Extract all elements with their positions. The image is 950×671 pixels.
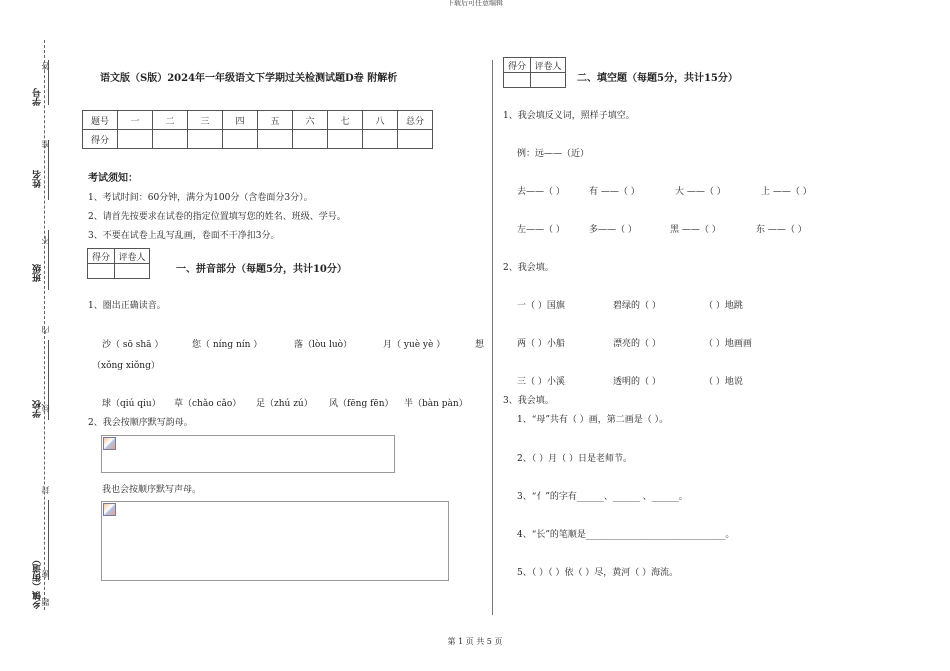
section1-title: 一、拼音部分（每题5分，共计10分） (176, 264, 347, 275)
grader-reviewer-cell (531, 73, 566, 88)
column-divider (492, 60, 493, 615)
score-table-header: 总分 (398, 111, 433, 130)
underline-township (48, 500, 49, 580)
grader-box (87, 248, 150, 279)
s1-question-2b: 我也会按顺序默写声母。 (102, 485, 202, 495)
grader-reviewer-label: 评卷人 (115, 249, 150, 264)
fill-blank: 透明的（ ） (613, 377, 661, 387)
top-note: 下载后可任意编辑 (447, 0, 503, 7)
answer-box-initials[interactable] (101, 501, 449, 581)
exam-title: 语文版（S版）2024年一年级语文下学期过关检测试题D卷 附解析 (100, 73, 398, 84)
score-cell (153, 130, 188, 149)
binding-char: 答 (41, 62, 50, 70)
pinyin-item: 您（ níng nín ） (192, 340, 263, 350)
pinyin-item: 半（bàn pàn） (404, 399, 468, 409)
fill-item: 3、“亻”的字有______、______ 、______。 (517, 492, 688, 502)
fill-item: 4、“长”的笔顺是_______________________________。 (517, 530, 735, 540)
binding-char: 密 (41, 570, 50, 578)
section2-title: 二、填空题（每题5分，共计15分） (577, 73, 738, 84)
fill-item: 1、“母”共有（ ）画，第二画是（ ）。 (517, 415, 669, 425)
pinyin-item: 月（ yuè yè ） (383, 340, 446, 350)
score-cell (293, 130, 328, 149)
label-class: 班级 (33, 264, 43, 282)
grader-reviewer-cell (115, 264, 150, 279)
label-name: 姓名 (33, 170, 43, 188)
antonym-blank: 多——（ ） (589, 225, 637, 235)
score-row-label: 得分 (83, 130, 118, 149)
antonym-blank: 黑 ——（ ） (670, 225, 721, 235)
pinyin-item: 风（fēng fēn） (329, 399, 394, 409)
s2-question-3: 3、我会填。 (503, 396, 554, 406)
fill-blank: 漂亮的（ ） (613, 339, 661, 349)
score-table-header: 四 (223, 111, 258, 130)
score-table-header: 二 (153, 111, 188, 130)
grader-score-label: 得分 (504, 58, 531, 73)
score-cell (223, 130, 258, 149)
binding-char: 内 (41, 326, 50, 334)
score-table-header: 八 (363, 111, 398, 130)
fill-blank: 两（ ）小船 (517, 339, 565, 349)
pinyin-item: 足（zhú zú） (256, 399, 313, 409)
grader-score-cell (504, 73, 531, 88)
notice-item: 2、请首先按要求在试卷的指定位置填写您的姓名、班级、学号。 (88, 212, 346, 222)
fill-blank: 碧绿的（ ） (613, 301, 661, 311)
dashed-binding-line (44, 40, 45, 610)
page-footer: 第 1 页 共 5 页 (447, 637, 503, 646)
antonym-blank: 上 ——（ ） (761, 187, 812, 197)
score-table-header: 五 (258, 111, 293, 130)
grader-score-cell (88, 264, 115, 279)
notice-item: 1、考试时间：60分钟，满分为100分（含卷面分3分）。 (88, 193, 313, 203)
label-township: 乡镇（街道） (33, 555, 43, 609)
notice-heading: 考试须知： (88, 173, 138, 184)
antonym-blank: 东 ——（ ） (756, 225, 807, 235)
fill-blank: 三（ ）小溪 (517, 377, 565, 387)
antonym-blank: 去——（ ） (517, 187, 565, 197)
pinyin-item: 草（chǎo cǎo） (174, 399, 242, 409)
antonym-blank: 左——（ ） (517, 225, 565, 235)
score-table-header: 七 (328, 111, 363, 130)
score-table-header: 题号 (83, 111, 118, 130)
fill-blank: （ ）地画画 (704, 339, 752, 349)
score-table-header: 三 (188, 111, 223, 130)
pinyin-item: 落（lòu luò） (294, 340, 353, 350)
score-cell (363, 130, 398, 149)
binding-char: 不 (41, 236, 50, 244)
fill-blank: （ ）地说 (704, 377, 743, 387)
binding-char: 线 (41, 404, 50, 412)
pinyin-item: 沙（ sō shā ） (102, 340, 164, 350)
fill-item: 2、（ ）月（ ）日是老师节。 (517, 454, 632, 464)
s1-question-1: 1、圈出正确读音。 (88, 301, 166, 311)
binding-char: 准 (41, 140, 50, 148)
s2-question-2: 2、我会填。 (503, 263, 554, 273)
score-cell (328, 130, 363, 149)
antonym-example: 例：远——（近） (517, 149, 590, 159)
pinyin-item: 想 (475, 340, 485, 350)
fill-item: 5、（ ）（ ）依（ ）尽，黄河（ ）海流。 (517, 568, 679, 578)
score-cell (258, 130, 293, 149)
score-table-header: 六 (293, 111, 328, 130)
antonym-blank: 有 ——（ ） (589, 187, 640, 197)
s1-question-2: 2、我会按顺序默写韵母。 (88, 418, 193, 428)
score-cell (398, 130, 433, 149)
label-student-id: 学号 (33, 88, 43, 106)
fill-blank: （ ）地跳 (704, 301, 743, 311)
grader-score-label: 得分 (88, 249, 115, 264)
score-cell (118, 130, 153, 149)
fill-blank: 一（ ）国旗 (517, 301, 565, 311)
score-table (82, 110, 433, 149)
image-placeholder-icon (103, 437, 116, 450)
label-school: 学校 (33, 400, 43, 418)
grader-reviewer-label: 评卷人 (531, 58, 566, 73)
answer-box-finals[interactable] (101, 435, 395, 473)
pinyin-item: （xǒng xiǒng） (92, 361, 160, 371)
binding-char: 题 (41, 598, 50, 606)
s2-question-1: 1、我会填反义词，照样子填空。 (503, 111, 635, 121)
score-table-header: 一 (118, 111, 153, 130)
pinyin-item: 球（qiú qiu） (102, 399, 161, 409)
notice-item: 3、不要在试卷上乱写乱画，卷面不干净扣3分。 (88, 231, 280, 241)
binding-char: 封 (41, 486, 50, 494)
antonym-blank: 大 ——（ ） (675, 187, 726, 197)
image-placeholder-icon (103, 503, 116, 516)
underline-name (48, 140, 49, 200)
score-cell (188, 130, 223, 149)
grader-box (503, 57, 566, 88)
